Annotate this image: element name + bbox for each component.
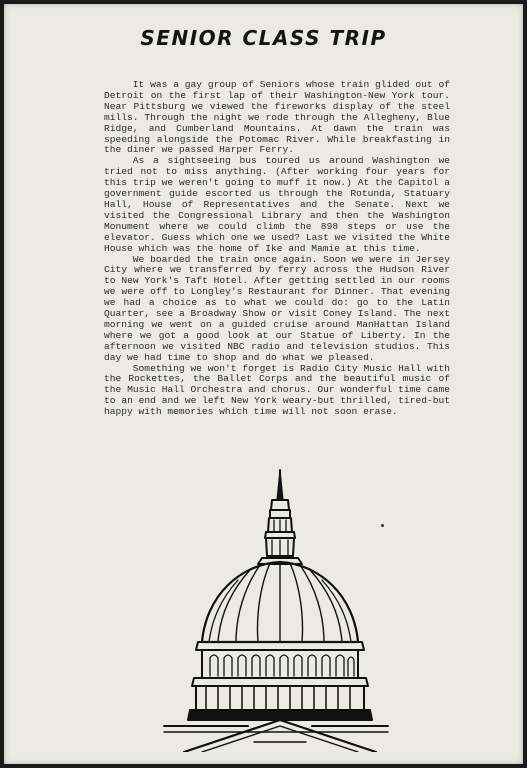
capitol-dome-icon <box>162 466 390 752</box>
page-title: SENIOR CLASS TRIP <box>140 26 387 50</box>
paragraph-2: As a sightseeing bus toured us around Washington we tried not to miss anything. (After working four years for this trip we weren't going to muff it now.) At the Capitol a government guide escorted us through the Rotunda, Statuary Hall, House of Representatives and the Senate. Next we visited the Congressional Library and then the Washington Monument where we could climb the 898 steps or use the elevator. Guess which one we used? Last we visited the White House which was the home of Ike and Mamie at this time. <box>104 155 450 254</box>
paragraph-3: We boarded the train once again. Soon we were in Jersey City where we transferred by ferry across the Hudson River to New York's Taft Hotel. After getting settled in our rooms we were off to Longley's Restaurant for Dinner. That evening we had a choice as to what we could do: go to the Latin Quarter, see a Broadway Show or visit Coney Island. The next morning we went on a guided cruise around ManHattan Island where we got a good look at our Statue of Liberty. In the afternoon we visited NBC radio and television studios. This day we had time to shop and do what we pleased. <box>104 253 450 363</box>
article-body <box>104 80 450 418</box>
yearbook-page <box>4 4 523 764</box>
paragraph-1: It was a gay group of Seniors whose train glided out of Detroit on the first lap of their Washington-New York tour. Near Pittsburg we viewed the fireworks display of the steel mills. Through the night we rode through the Allegheny, Blue Ridge, and Cumberland Mountains. At dawn the train was speeding alongside the Potomac River. While breakfasting in the diner we passed Harper Ferry. <box>104 79 450 156</box>
paragraph-4: Something we won't forget is Radio City Music Hall with the Rockettes, the Ballet Corps and the beautiful music of the Music Hall Orchestra and chorus. Our wonderful time came to an end and we left New York weary-but thrilled, tired-but happy with memories which time will not soon erase. <box>104 362 450 418</box>
